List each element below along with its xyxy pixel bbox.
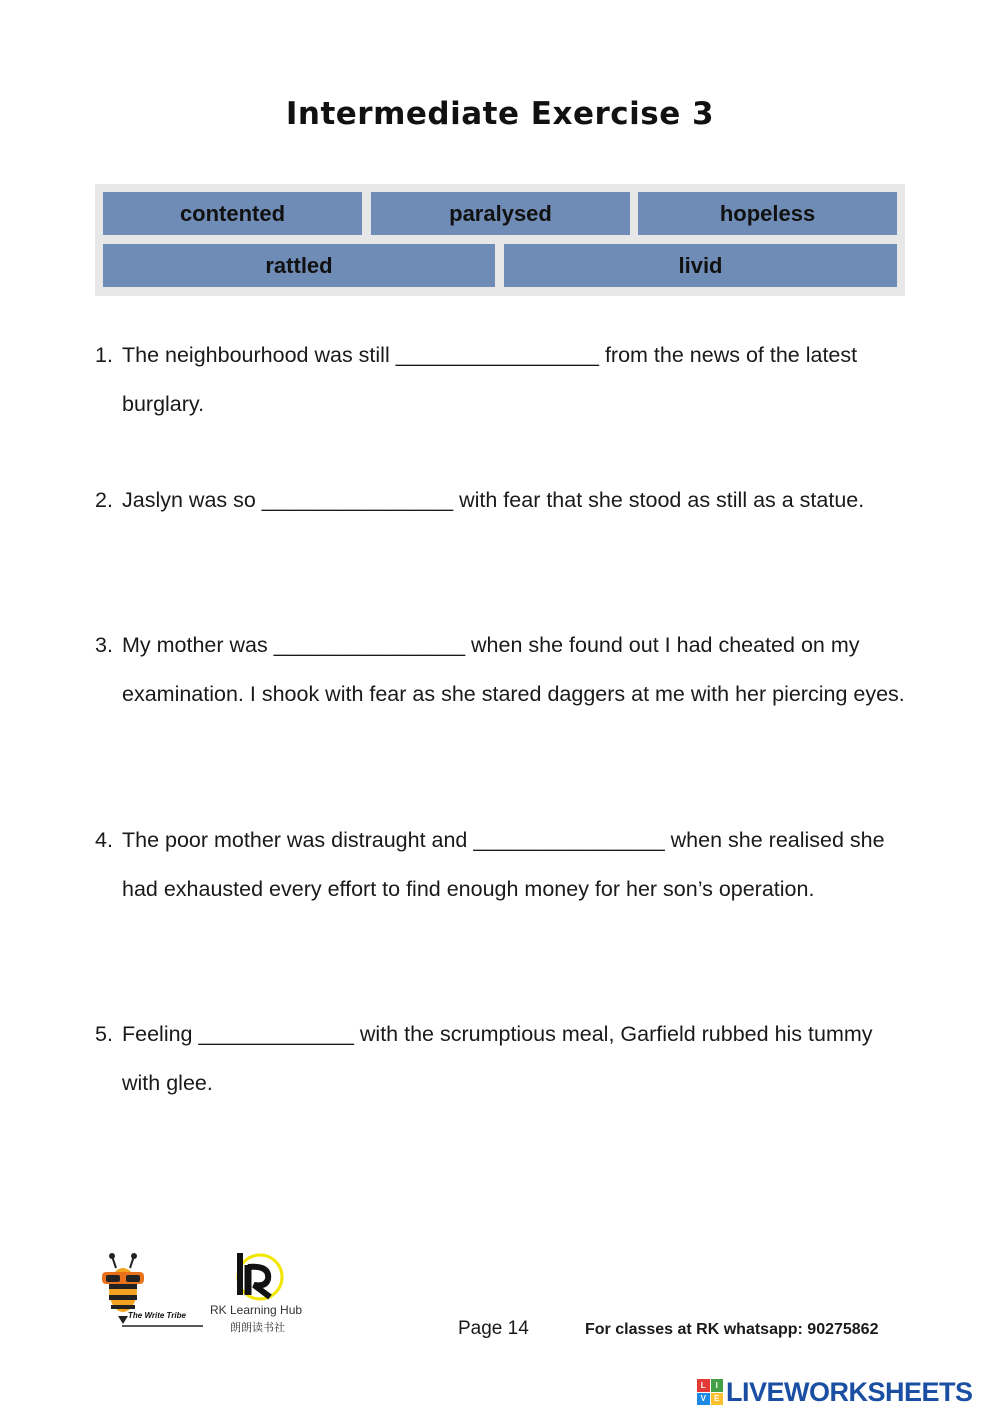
liveworksheets-wordmark: LIVEWORKSHEETS	[726, 1376, 973, 1407]
badge-letter: E	[711, 1393, 724, 1406]
word-bank-cell: hopeless	[638, 192, 897, 235]
page-title: Intermediate Exercise 3	[285, 96, 715, 132]
write-tribe-logo	[98, 1250, 208, 1330]
word-bank-cell: paralysed	[371, 192, 630, 235]
badge-letter: L	[697, 1379, 710, 1392]
question-4	[95, 816, 915, 914]
badge-letter: I	[711, 1379, 724, 1392]
question-5	[95, 1010, 915, 1108]
word-bank	[95, 184, 905, 296]
question-text: Jaslyn was so ________________ with fear that she stood as still as a statue.	[122, 488, 865, 512]
question-text: My mother was ________________ when she found out I had cheated on my examination. I shook with fear as she stared daggers at me with her piercing eyes.	[122, 633, 905, 706]
question-number: 1.	[95, 343, 113, 367]
rk-learning-hub-logo	[208, 1243, 308, 1335]
word-bank-cell: rattled	[103, 244, 495, 287]
question-text: The neighbourhood was still _________________ from the news of the latest burglary.	[122, 343, 858, 416]
question-1	[95, 331, 915, 429]
question-number: 5.	[95, 1022, 113, 1046]
word-bank-cell: livid	[504, 244, 897, 287]
badge-letter: V	[697, 1393, 710, 1406]
contact-info: For classes at RK whatsapp: 90275862	[585, 1321, 879, 1338]
write-tribe-text: The Write Tribe	[128, 1311, 186, 1320]
question-number: 3.	[95, 633, 113, 657]
question-text: The poor mother was distraught and ________________ when she realised she had exhausted every effort to find enough money for her son’s operation.	[122, 828, 885, 901]
question-number: 2.	[95, 488, 113, 512]
word-bank-cell: contented	[103, 192, 362, 235]
page-number: Page 14	[458, 1318, 529, 1339]
liveworksheets-badge-icon	[697, 1379, 723, 1405]
rk-logo-icon	[208, 1243, 308, 1305]
rk-logo-cn-text: 朗朗读书社	[230, 1322, 285, 1334]
rk-logo-text: RK Learning Hub	[210, 1303, 303, 1317]
liveworksheets-brand	[697, 1376, 997, 1408]
question-2	[95, 476, 915, 525]
question-text: Feeling _____________ with the scrumptious meal, Garfield rubbed his tummy with glee.	[122, 1022, 873, 1095]
question-3	[95, 621, 915, 719]
question-number: 4.	[95, 828, 113, 852]
